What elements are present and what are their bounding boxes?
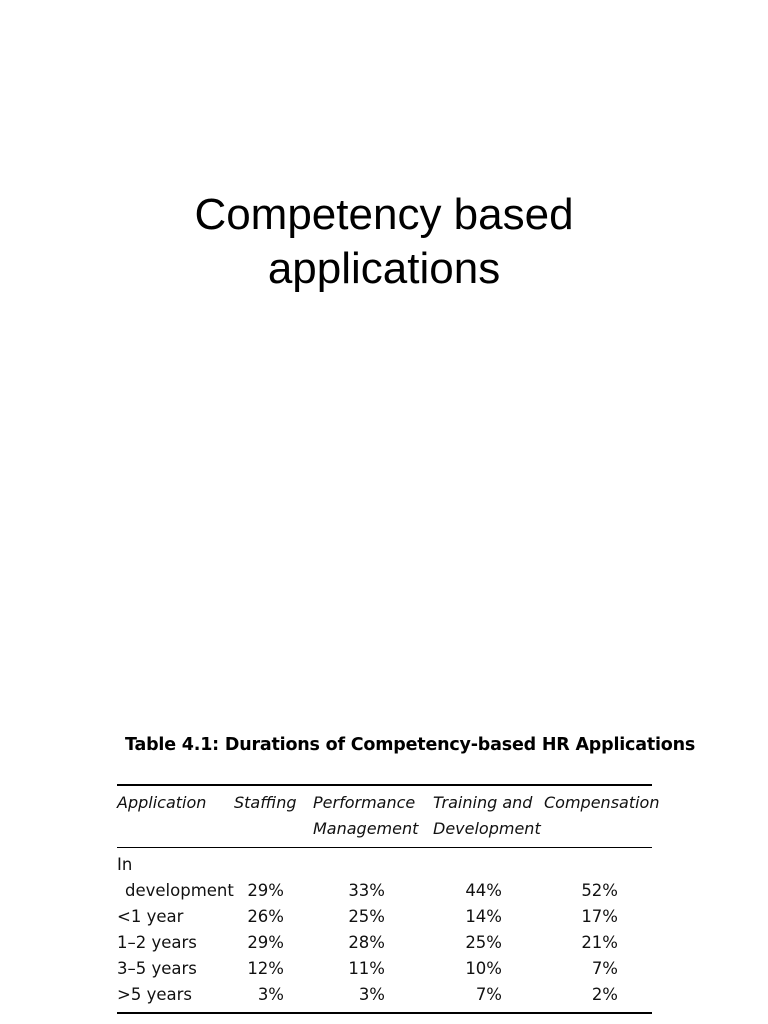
cell-staffing: 26% (247, 907, 284, 926)
cell-training: 7% (475, 985, 502, 1004)
cell-performance: 25% (348, 907, 385, 926)
row-label: 3–5 years (117, 959, 197, 978)
slide-title-line-2: applications (267, 244, 501, 293)
table-top-rule (117, 784, 652, 786)
table-header-rule (117, 847, 652, 848)
cell-compensation: 2% (591, 985, 618, 1004)
cell-training: 10% (465, 959, 502, 978)
header-performance-management: Performance Management (313, 793, 419, 838)
cell-compensation: 52% (581, 881, 618, 900)
cell-performance: 11% (348, 959, 385, 978)
cell-performance: 3% (358, 985, 385, 1004)
cell-compensation: 17% (581, 907, 618, 926)
cell-staffing: 29% (247, 933, 284, 952)
cell-training: 25% (465, 933, 502, 952)
slide-title (0, 188, 768, 296)
cell-staffing: 3% (257, 985, 284, 1004)
slide-title-line-1: Competency based (194, 190, 574, 239)
header-staffing: Staffing (234, 793, 297, 812)
cell-compensation: 21% (581, 933, 618, 952)
cell-training: 44% (465, 881, 502, 900)
row-label: 1–2 years (117, 933, 197, 952)
cell-performance: 28% (348, 933, 385, 952)
row-label: >5 years (117, 985, 192, 1004)
cell-performance: 33% (348, 881, 385, 900)
header-compensation: Compensation (544, 793, 660, 812)
cell-training: 14% (465, 907, 502, 926)
header-application: Application (117, 793, 207, 812)
table-caption: Table 4.1: Durations of Competency-based HR Applications (125, 735, 696, 755)
row-label: <1 year (117, 907, 184, 926)
header-training-development: Training and Development (433, 793, 541, 838)
row-label: development (125, 881, 234, 900)
cell-staffing: 12% (247, 959, 284, 978)
cell-staffing: 29% (247, 881, 284, 900)
table-bottom-rule (117, 1012, 652, 1014)
row-label: In (117, 855, 133, 874)
cell-compensation: 7% (591, 959, 618, 978)
